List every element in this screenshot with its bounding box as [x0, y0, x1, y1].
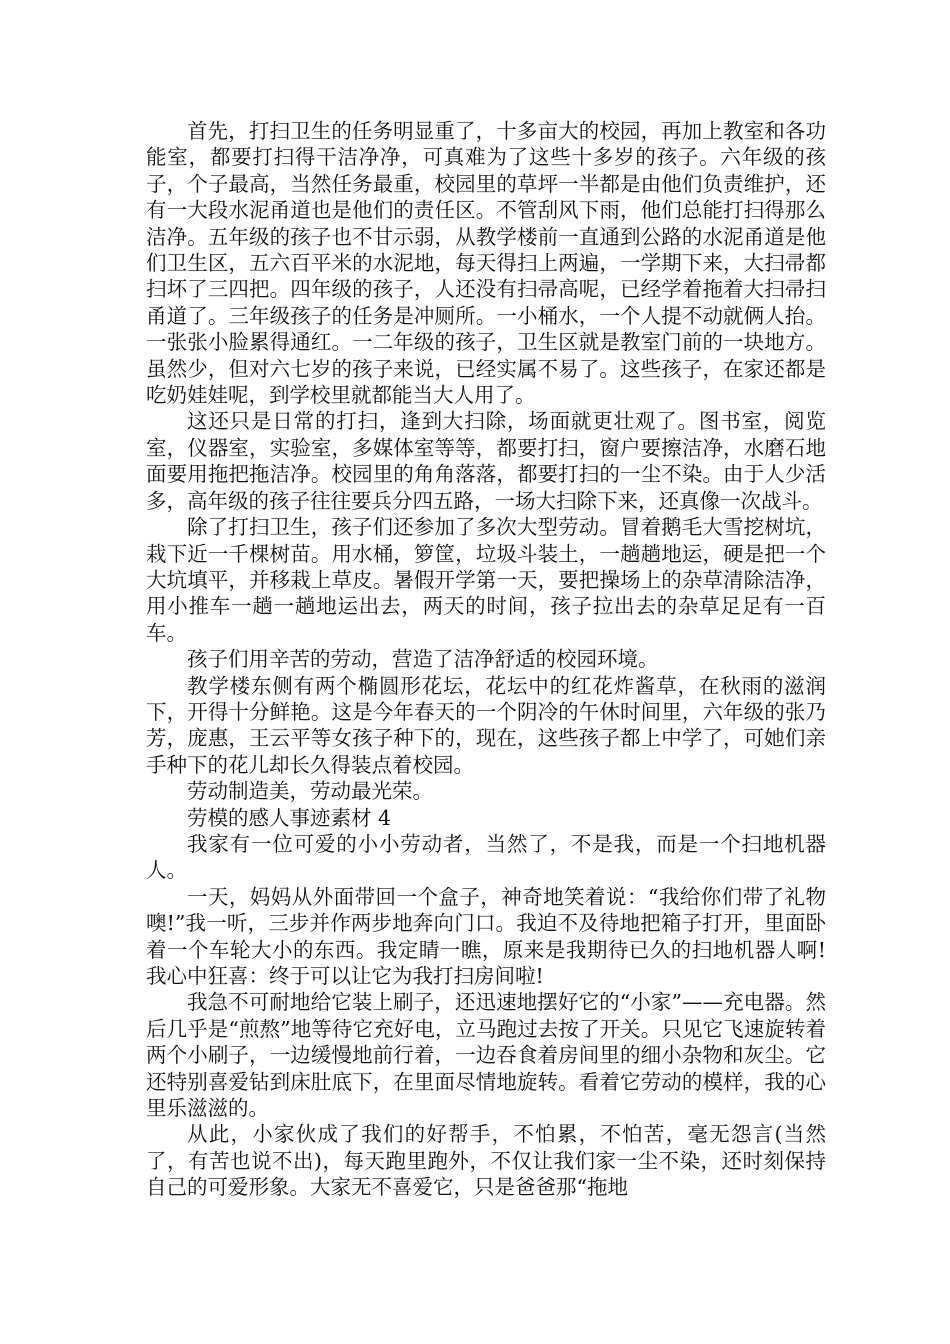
paragraph-cleaning-tasks: [146, 118, 826, 408]
text-line: 阅览室，仪器室，实验室，多媒体室等等，都要打扫，窗户要擦洁: [146, 409, 826, 460]
text-line: 水泥地，每天得扫上两遍，一学期下来，大扫帚都扫坏了三四把。: [146, 251, 826, 302]
section-heading: [146, 805, 826, 831]
text-line: 四年级的孩子，人还没有扫帚高呢，已经学着拖着大扫帚扫甬道了。: [146, 277, 826, 328]
text-line: (当然了，有苦也说不出)，每天跑里跑外，不仅让我们家一尘不染，: [146, 1122, 826, 1173]
paragraph-big-cleaning: [146, 408, 826, 514]
text-line: 把操场上的杂草清除洁净，用小推车一趟一趟地运出去，两天的时: [146, 567, 826, 619]
paragraph-campus-environment: [146, 646, 826, 672]
text-line: 一尘不染。由于人少活多，高年级的孩子往往要兵分四五路，一场: [146, 462, 826, 513]
text-line: 间，孩子拉出去的杂草足足有一百车。: [146, 594, 827, 645]
paragraph-labor-glory: [146, 778, 826, 804]
text-line: 都是由他们负责维护，还有一大段水泥甬道也是他们的责任区。不: [146, 171, 826, 223]
paragraph-large-labor: [146, 514, 826, 646]
text-line: 带了礼物噢!”我一听，三步并作两步地奔向门口。我迫不及待地把: [146, 884, 827, 936]
text-line: 尽情地旋转。看着它劳动的模样，我的心里乐滋滋的。: [146, 1069, 826, 1121]
text-line: 一张张小脸累得通红。一二年级的孩子，卫生区就是教室门前的一: [146, 330, 744, 355]
text-line: 关。只见它飞速旋转着两个小刷子，一边缓慢地前行着，一边吞食: [146, 1016, 826, 1068]
paragraph-robot-intro: [146, 831, 826, 884]
text-line: 箱子打开，里面卧着一个车轮大小的东西。我定睛一瞧，原来是我: [146, 911, 826, 962]
text-line: 劳模的感人事迹素材 4: [187, 805, 392, 830]
text-line: 着房间里的细小杂物和灰尘。它还特别喜爱钻到床肚底下，在里面: [146, 1043, 826, 1094]
text-line: 除了打扫卫生，孩子们还参加了多次大型劳动。冒着鹅毛大雪: [187, 515, 744, 540]
text-line: 我家有一位可爱的小小劳动者，当然了，不是我，而是一个扫: [187, 831, 763, 856]
text-line: 啦!: [515, 964, 544, 988]
text-line: 这还只是日常的打扫，逢到大扫除，场面就更壮观了。图书室，: [187, 409, 785, 434]
text-line: 教学楼东侧有两个椭圆形花坛，花坛中的红花炸酱草，在秋雨: [187, 673, 763, 698]
text-line: 期待已久的扫地机器人啊!我心中狂喜：终于可以让它为我打扫房间: [146, 937, 826, 988]
text-line: 都上中学了，可她们亲手种下的花儿却长久得装点着校园。: [146, 726, 826, 777]
text-line: 一天，妈妈从外面带回一个盒子，神奇地笑着说：“我给你们: [187, 884, 743, 909]
text-line: 还时刻保持自己的可爱形象。大家无不喜爱它，只是爸爸那“拖地: [146, 1148, 826, 1200]
text-line: 劳动制造美，劳动最光荣。: [187, 779, 433, 804]
document-body: [146, 118, 826, 1201]
text-line: 我急不可耐地给它装上刷子，还迅速地摆好它的“小家”——: [187, 990, 723, 1015]
text-line: 充电器。然后几乎是“煎熬”地等待它充好电，立马跑过去按了开: [146, 990, 826, 1041]
text-line: 室和各功能室，都要打扫得干洁净净，可真难为了这些十多岁的孩: [146, 119, 827, 170]
text-line: 块地方。虽然少，但对六七岁的孩子来说，已经实属不易了。这些: [146, 330, 826, 381]
paragraph-charging: [146, 989, 826, 1121]
text-line: 首先，打扫卫生的任务明显重了，十多亩大的校园，再加上教: [187, 119, 744, 143]
text-line: 地机器人。: [146, 831, 826, 883]
text-line: 从此，小家伙成了我们的好帮手，不怕累，不怕苦，毫无怨言: [187, 1122, 775, 1147]
text-line: 从教学楼前一直通到公路的水泥甬道是他们卫生区，五六百平米的: [146, 224, 826, 276]
paragraph-flower-beds: [146, 673, 826, 779]
text-line: 地运，硬是把一个大坑填平，并移栽上草皮。暑假开学第一天，要: [146, 541, 826, 592]
paragraph-helper: [146, 1121, 826, 1200]
text-line: 净，水磨石地面要用拖把拖洁净。校园里的角角落落，都要打扫的: [146, 435, 826, 487]
paragraph-gift: [146, 884, 826, 990]
text-line: 子。六年级的孩子，个子最高，当然任务最重，校园里的草坪一半: [146, 145, 827, 196]
text-line: 挖树坑，栽下近一千棵树苗。用水桶，箩筐，垃圾斗装土，一趟趟: [146, 515, 827, 566]
text-line: 三年级孩子的任务是冲厕所。一小桶水，一个人提不动就俩人抬。: [228, 303, 826, 328]
text-line: 的滋润下，开得十分鲜艳。这是今年春天的一个阴冷的午休时间里，: [146, 673, 826, 724]
text-line: 大扫除下来，还真像一次战斗。: [535, 488, 823, 513]
text-line: 孩子们用辛苦的劳动，营造了洁净舒适的校园环境。: [187, 647, 659, 672]
text-line: 孩子，在家还都是吃奶娃娃呢，到学校里就都能当大人用了。: [146, 356, 826, 408]
text-line: 六年级的张乃芳，庞惠，王云平等女孩子种下的，现在，这些孩子: [146, 699, 826, 751]
text-line: 管刮风下雨，他们总能打扫得那么洁净。五年级的孩子也不甘示弱，: [146, 198, 826, 249]
